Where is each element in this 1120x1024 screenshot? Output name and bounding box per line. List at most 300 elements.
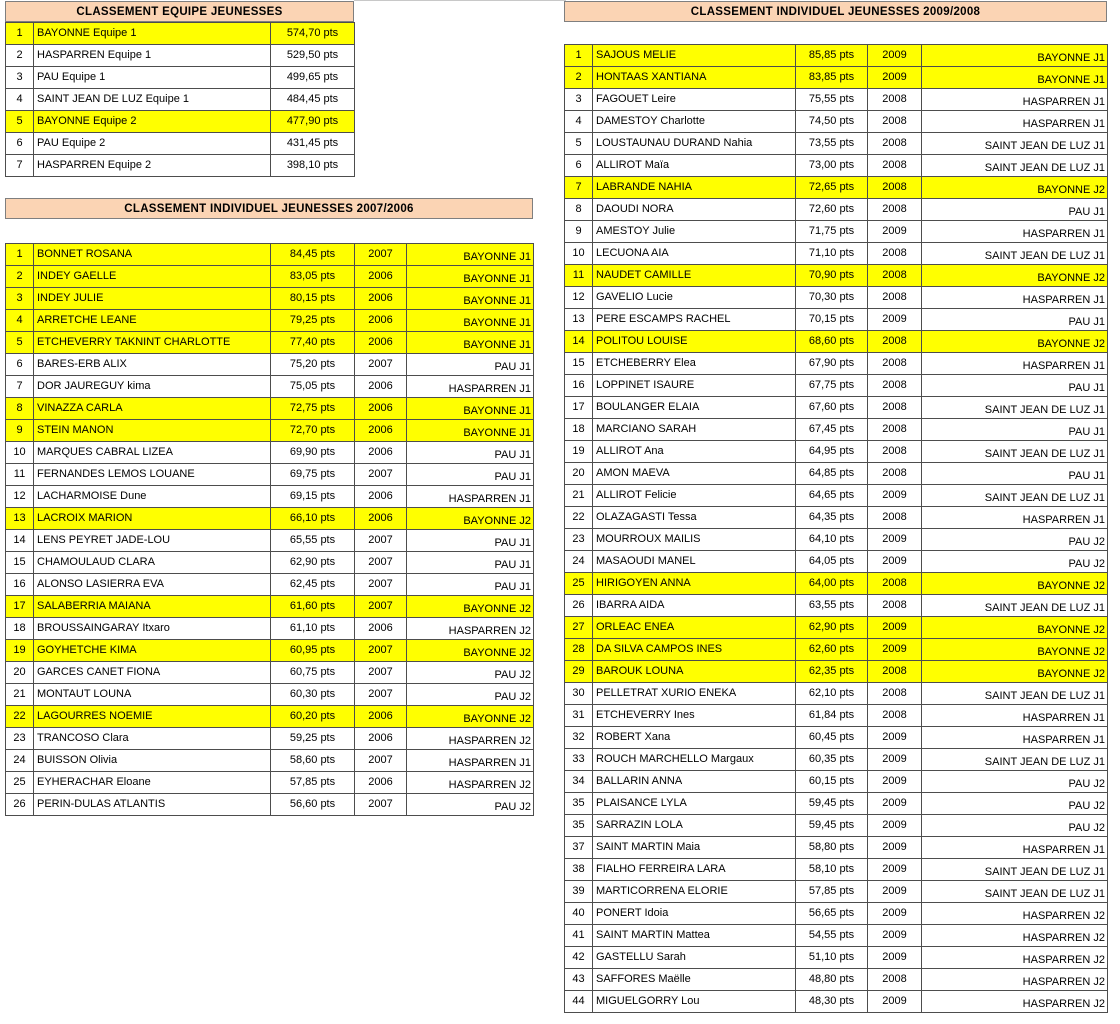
points-cell: 72,65 pts	[796, 177, 868, 199]
rank-cell: 1	[565, 45, 593, 67]
points-cell: 73,55 pts	[796, 133, 868, 155]
club-cell: HASPARREN J1	[922, 111, 1108, 133]
name-cell: LACROIX MARION	[34, 508, 271, 530]
points-cell: 529,50 pts	[271, 45, 355, 67]
points-cell: 60,30 pts	[271, 684, 355, 706]
individual-2007-2006-title: CLASSEMENT INDIVIDUEL JEUNESSES 2007/2006	[5, 198, 533, 219]
table-row	[6, 662, 534, 684]
name-cell: MIGUELGORRY Lou	[593, 991, 796, 1013]
year-cell: 2008	[868, 595, 922, 617]
name-cell: GASTELLU Sarah	[593, 947, 796, 969]
year-cell: 2008	[868, 287, 922, 309]
points-cell: 65,55 pts	[271, 530, 355, 552]
name-cell: MARQUES CABRAL LIZEA	[34, 442, 271, 464]
table-row	[565, 969, 1108, 991]
points-cell: 69,15 pts	[271, 486, 355, 508]
points-cell: 64,95 pts	[796, 441, 868, 463]
year-cell: 2007	[355, 684, 407, 706]
club-cell: HASPARREN J1	[922, 221, 1108, 243]
points-cell: 75,20 pts	[271, 354, 355, 376]
name-cell: VINAZZA CARLA	[34, 398, 271, 420]
club-cell: BAYONNE J1	[407, 266, 534, 288]
table-row	[6, 354, 534, 376]
name-cell: PLAISANCE LYLA	[593, 793, 796, 815]
year-cell: 2008	[868, 331, 922, 353]
year-cell: 2006	[355, 420, 407, 442]
table-row	[6, 89, 355, 111]
name-cell: LACHARMOISE Dune	[34, 486, 271, 508]
name-cell: AMON MAEVA	[593, 463, 796, 485]
year-cell: 2008	[868, 463, 922, 485]
rank-cell: 32	[565, 727, 593, 749]
name-cell: LENS PEYRET JADE-LOU	[34, 530, 271, 552]
club-cell: HASPARREN J1	[922, 727, 1108, 749]
club-cell: HASPARREN J1	[407, 750, 534, 772]
team-ranking-table	[5, 22, 355, 177]
points-cell: 48,80 pts	[796, 969, 868, 991]
table-row	[565, 463, 1108, 485]
year-cell: 2008	[868, 89, 922, 111]
table-row	[6, 111, 355, 133]
club-cell: BAYONNE J1	[407, 398, 534, 420]
name-cell: GARCES CANET FIONA	[34, 662, 271, 684]
name-cell: ALLIROT Ana	[593, 441, 796, 463]
club-cell: BAYONNE J2	[922, 639, 1108, 661]
points-cell: 62,90 pts	[796, 617, 868, 639]
table-row	[565, 507, 1108, 529]
rank-cell: 2	[565, 67, 593, 89]
rank-cell: 3	[6, 288, 34, 310]
rank-cell: 35	[565, 815, 593, 837]
points-cell: 71,75 pts	[796, 221, 868, 243]
table-row	[6, 486, 534, 508]
year-cell: 2008	[868, 683, 922, 705]
points-cell: 61,10 pts	[271, 618, 355, 640]
table-row	[6, 772, 534, 794]
points-cell: 73,00 pts	[796, 155, 868, 177]
rank-cell: 5	[6, 111, 34, 133]
year-cell: 2009	[868, 947, 922, 969]
rank-cell: 8	[565, 199, 593, 221]
rank-cell: 25	[6, 772, 34, 794]
table-row	[565, 617, 1108, 639]
club-cell: BAYONNE J1	[922, 67, 1108, 89]
top-rule	[354, 0, 566, 1]
points-cell: 85,85 pts	[796, 45, 868, 67]
rank-cell: 12	[6, 486, 34, 508]
table-row	[565, 529, 1108, 551]
club-cell: BAYONNE J2	[922, 177, 1108, 199]
points-cell: 61,84 pts	[796, 705, 868, 727]
table-row	[565, 309, 1108, 331]
table-row	[565, 221, 1108, 243]
club-cell: PAU J1	[922, 419, 1108, 441]
year-cell: 2009	[868, 485, 922, 507]
club-cell: HASPARREN J1	[407, 376, 534, 398]
individual-2009-2008-title: CLASSEMENT INDIVIDUEL JEUNESSES 2009/2008	[564, 1, 1107, 22]
year-cell: 2008	[868, 419, 922, 441]
table-row	[565, 375, 1108, 397]
name-cell: ROBERT Xana	[593, 727, 796, 749]
year-cell: 2009	[868, 749, 922, 771]
name-cell: DOR JAUREGUY kima	[34, 376, 271, 398]
club-cell: SAINT JEAN DE LUZ J1	[922, 397, 1108, 419]
rank-cell: 15	[6, 552, 34, 574]
year-cell: 2006	[355, 706, 407, 728]
club-cell: PAU J1	[407, 354, 534, 376]
points-cell: 60,95 pts	[271, 640, 355, 662]
name-cell: DAMESTOY Charlotte	[593, 111, 796, 133]
club-cell: PAU J1	[407, 464, 534, 486]
points-cell: 59,45 pts	[796, 793, 868, 815]
table-row	[565, 45, 1108, 67]
table-row	[565, 573, 1108, 595]
rank-cell: 24	[6, 750, 34, 772]
points-cell: 477,90 pts	[271, 111, 355, 133]
rank-cell: 1	[6, 244, 34, 266]
table-row	[565, 199, 1108, 221]
points-cell: 64,05 pts	[796, 551, 868, 573]
points-cell: 72,75 pts	[271, 398, 355, 420]
year-cell: 2008	[868, 507, 922, 529]
rank-cell: 3	[6, 67, 34, 89]
name-cell: MONTAUT LOUNA	[34, 684, 271, 706]
club-cell: BAYONNE J2	[407, 508, 534, 530]
table-row	[6, 530, 534, 552]
year-cell: 2008	[868, 375, 922, 397]
name-cell: SAINT JEAN DE LUZ Equipe 1	[34, 89, 271, 111]
table-row	[6, 640, 534, 662]
table-row	[6, 23, 355, 45]
rank-cell: 22	[6, 706, 34, 728]
rank-cell: 11	[6, 464, 34, 486]
table-row	[565, 859, 1108, 881]
points-cell: 67,60 pts	[796, 397, 868, 419]
table-row	[565, 727, 1108, 749]
table-row	[565, 595, 1108, 617]
name-cell: LOUSTAUNAU DURAND Nahia	[593, 133, 796, 155]
name-cell: FIALHO FERREIRA LARA	[593, 859, 796, 881]
club-cell: PAU J1	[407, 552, 534, 574]
rank-cell: 11	[565, 265, 593, 287]
points-cell: 68,60 pts	[796, 331, 868, 353]
rank-cell: 16	[565, 375, 593, 397]
table-row	[565, 925, 1108, 947]
name-cell: PAU Equipe 1	[34, 67, 271, 89]
rank-cell: 31	[565, 705, 593, 727]
year-cell: 2008	[868, 243, 922, 265]
table-row	[565, 771, 1108, 793]
points-cell: 69,90 pts	[271, 442, 355, 464]
club-cell: BAYONNE J1	[407, 244, 534, 266]
table-row	[565, 683, 1108, 705]
name-cell: SAINT MARTIN Mattea	[593, 925, 796, 947]
year-cell: 2009	[868, 551, 922, 573]
name-cell: PERIN-DULAS ATLANTIS	[34, 794, 271, 816]
name-cell: BAYONNE Equipe 1	[34, 23, 271, 45]
table-row	[565, 815, 1108, 837]
table-row	[565, 265, 1108, 287]
rank-cell: 6	[6, 133, 34, 155]
year-cell: 2009	[868, 221, 922, 243]
club-cell: PAU J2	[407, 662, 534, 684]
table-row	[6, 508, 534, 530]
club-cell: PAU J2	[922, 793, 1108, 815]
rank-cell: 4	[6, 89, 34, 111]
points-cell: 60,35 pts	[796, 749, 868, 771]
name-cell: ALLIROT Felicie	[593, 485, 796, 507]
rank-cell: 12	[565, 287, 593, 309]
points-cell: 431,45 pts	[271, 133, 355, 155]
table-row	[6, 266, 534, 288]
year-cell: 2006	[355, 508, 407, 530]
rank-cell: 5	[565, 133, 593, 155]
points-cell: 398,10 pts	[271, 155, 355, 177]
table-row	[565, 551, 1108, 573]
table-row	[6, 420, 534, 442]
points-cell: 67,45 pts	[796, 419, 868, 441]
points-cell: 84,45 pts	[271, 244, 355, 266]
year-cell: 2006	[355, 376, 407, 398]
club-cell: BAYONNE J2	[922, 331, 1108, 353]
table-row	[6, 133, 355, 155]
points-cell: 56,65 pts	[796, 903, 868, 925]
rank-cell: 23	[6, 728, 34, 750]
name-cell: LAGOURRES NOEMIE	[34, 706, 271, 728]
rank-cell: 20	[565, 463, 593, 485]
name-cell: ORLEAC ENEA	[593, 617, 796, 639]
table-row	[6, 574, 534, 596]
year-cell: 2009	[868, 45, 922, 67]
points-cell: 59,25 pts	[271, 728, 355, 750]
points-cell: 58,60 pts	[271, 750, 355, 772]
name-cell: DA SILVA CAMPOS INES	[593, 639, 796, 661]
year-cell: 2008	[868, 969, 922, 991]
name-cell: SAFFORES Maëlle	[593, 969, 796, 991]
rank-cell: 42	[565, 947, 593, 969]
points-cell: 71,10 pts	[796, 243, 868, 265]
rank-cell: 29	[565, 661, 593, 683]
table-row	[565, 177, 1108, 199]
rank-cell: 23	[565, 529, 593, 551]
club-cell: BAYONNE J1	[922, 45, 1108, 67]
year-cell: 2009	[868, 639, 922, 661]
table-row	[6, 706, 534, 728]
name-cell: MARCIANO SARAH	[593, 419, 796, 441]
points-cell: 60,20 pts	[271, 706, 355, 728]
rank-cell: 35	[565, 793, 593, 815]
points-cell: 48,30 pts	[796, 991, 868, 1013]
table-row	[565, 67, 1108, 89]
club-cell: BAYONNE J2	[407, 706, 534, 728]
year-cell: 2006	[355, 486, 407, 508]
points-cell: 70,30 pts	[796, 287, 868, 309]
points-cell: 61,60 pts	[271, 596, 355, 618]
points-cell: 79,25 pts	[271, 310, 355, 332]
name-cell: SAJOUS MELIE	[593, 45, 796, 67]
table-row	[6, 244, 534, 266]
club-cell: BAYONNE J1	[407, 288, 534, 310]
club-cell: HASPARREN J2	[407, 618, 534, 640]
name-cell: PERE ESCAMPS RACHEL	[593, 309, 796, 331]
year-cell: 2008	[868, 155, 922, 177]
rank-cell: 7	[6, 155, 34, 177]
club-cell: PAU J1	[407, 574, 534, 596]
club-cell: SAINT JEAN DE LUZ J1	[922, 683, 1108, 705]
year-cell: 2006	[355, 772, 407, 794]
rank-cell: 13	[565, 309, 593, 331]
points-cell: 72,60 pts	[796, 199, 868, 221]
name-cell: ALONSO LASIERRA EVA	[34, 574, 271, 596]
year-cell: 2008	[868, 705, 922, 727]
club-cell: PAU J2	[922, 771, 1108, 793]
table-row	[6, 398, 534, 420]
points-cell: 70,15 pts	[796, 309, 868, 331]
table-row	[6, 750, 534, 772]
year-cell: 2009	[868, 727, 922, 749]
rank-cell: 39	[565, 881, 593, 903]
rank-cell: 8	[6, 398, 34, 420]
points-cell: 57,85 pts	[271, 772, 355, 794]
club-cell: SAINT JEAN DE LUZ J1	[922, 155, 1108, 177]
table-row	[6, 596, 534, 618]
table-row	[6, 155, 355, 177]
club-cell: HASPARREN J2	[922, 991, 1108, 1013]
rank-cell: 44	[565, 991, 593, 1013]
name-cell: SARRAZIN LOLA	[593, 815, 796, 837]
points-cell: 51,10 pts	[796, 947, 868, 969]
club-cell: HASPARREN J1	[922, 705, 1108, 727]
year-cell: 2007	[355, 464, 407, 486]
year-cell: 2007	[355, 574, 407, 596]
club-cell: SAINT JEAN DE LUZ J1	[922, 881, 1108, 903]
name-cell: BARES-ERB ALIX	[34, 354, 271, 376]
rank-cell: 19	[6, 640, 34, 662]
table-row	[565, 749, 1108, 771]
name-cell: MARTICORRENA ELORIE	[593, 881, 796, 903]
table-row	[565, 287, 1108, 309]
points-cell: 66,10 pts	[271, 508, 355, 530]
club-cell: BAYONNE J1	[407, 332, 534, 354]
club-cell: SAINT JEAN DE LUZ J1	[922, 859, 1108, 881]
table-row	[565, 397, 1108, 419]
rank-cell: 19	[565, 441, 593, 463]
points-cell: 83,85 pts	[796, 67, 868, 89]
table-row	[565, 639, 1108, 661]
rank-cell: 21	[6, 684, 34, 706]
name-cell: BONNET ROSANA	[34, 244, 271, 266]
club-cell: BAYONNE J2	[922, 265, 1108, 287]
rank-cell: 17	[6, 596, 34, 618]
name-cell: ETCHEBERRY Elea	[593, 353, 796, 375]
rank-cell: 20	[6, 662, 34, 684]
individual-2007-2006-table	[5, 243, 534, 816]
rank-cell: 2	[6, 266, 34, 288]
points-cell: 64,00 pts	[796, 573, 868, 595]
rank-cell: 28	[565, 639, 593, 661]
name-cell: BAROUK LOUNA	[593, 661, 796, 683]
rank-cell: 18	[6, 618, 34, 640]
points-cell: 58,10 pts	[796, 859, 868, 881]
name-cell: CHAMOULAUD CLARA	[34, 552, 271, 574]
year-cell: 2009	[868, 529, 922, 551]
year-cell: 2007	[355, 354, 407, 376]
club-cell: SAINT JEAN DE LUZ J1	[922, 441, 1108, 463]
name-cell: ETCHEVERRY TAKNINT CHARLOTTE	[34, 332, 271, 354]
rank-cell: 9	[565, 221, 593, 243]
name-cell: HONTAAS XANTIANA	[593, 67, 796, 89]
name-cell: FAGOUET Leire	[593, 89, 796, 111]
table-row	[6, 464, 534, 486]
name-cell: BAYONNE Equipe 2	[34, 111, 271, 133]
name-cell: STEIN MANON	[34, 420, 271, 442]
points-cell: 62,45 pts	[271, 574, 355, 596]
points-cell: 62,60 pts	[796, 639, 868, 661]
name-cell: OLAZAGASTI Tessa	[593, 507, 796, 529]
year-cell: 2008	[868, 441, 922, 463]
points-cell: 80,15 pts	[271, 288, 355, 310]
name-cell: HASPARREN Equipe 1	[34, 45, 271, 67]
points-cell: 63,55 pts	[796, 595, 868, 617]
club-cell: SAINT JEAN DE LUZ J1	[922, 749, 1108, 771]
table-row	[565, 485, 1108, 507]
club-cell: SAINT JEAN DE LUZ J1	[922, 133, 1108, 155]
year-cell: 2006	[355, 310, 407, 332]
name-cell: LABRANDE NAHIA	[593, 177, 796, 199]
points-cell: 75,05 pts	[271, 376, 355, 398]
rank-cell: 38	[565, 859, 593, 881]
year-cell: 2007	[355, 750, 407, 772]
year-cell: 2006	[355, 398, 407, 420]
name-cell: MOURROUX MAILIS	[593, 529, 796, 551]
year-cell: 2008	[868, 397, 922, 419]
points-cell: 60,45 pts	[796, 727, 868, 749]
year-cell: 2007	[355, 244, 407, 266]
points-cell: 64,10 pts	[796, 529, 868, 551]
name-cell: IBARRA AIDA	[593, 595, 796, 617]
name-cell: ALLIROT Maïa	[593, 155, 796, 177]
year-cell: 2006	[355, 728, 407, 750]
name-cell: ETCHEVERRY Ines	[593, 705, 796, 727]
table-row	[6, 288, 534, 310]
name-cell: LOPPINET ISAURE	[593, 375, 796, 397]
club-cell: BAYONNE J2	[922, 661, 1108, 683]
rank-cell: 10	[6, 442, 34, 464]
rank-cell: 3	[565, 89, 593, 111]
club-cell: PAU J2	[407, 684, 534, 706]
rank-cell: 4	[565, 111, 593, 133]
points-cell: 59,45 pts	[796, 815, 868, 837]
name-cell: DAOUDI NORA	[593, 199, 796, 221]
points-cell: 62,90 pts	[271, 552, 355, 574]
year-cell: 2006	[355, 266, 407, 288]
table-row	[565, 881, 1108, 903]
rank-cell: 43	[565, 969, 593, 991]
club-cell: PAU J1	[922, 309, 1108, 331]
points-cell: 67,75 pts	[796, 375, 868, 397]
rank-cell: 24	[565, 551, 593, 573]
year-cell: 2007	[355, 662, 407, 684]
year-cell: 2009	[868, 815, 922, 837]
rank-cell: 40	[565, 903, 593, 925]
rank-cell: 30	[565, 683, 593, 705]
table-row	[6, 684, 534, 706]
name-cell: POLITOU LOUISE	[593, 331, 796, 353]
table-row	[565, 837, 1108, 859]
name-cell: MASAOUDI MANEL	[593, 551, 796, 573]
rank-cell: 10	[565, 243, 593, 265]
table-row	[6, 728, 534, 750]
